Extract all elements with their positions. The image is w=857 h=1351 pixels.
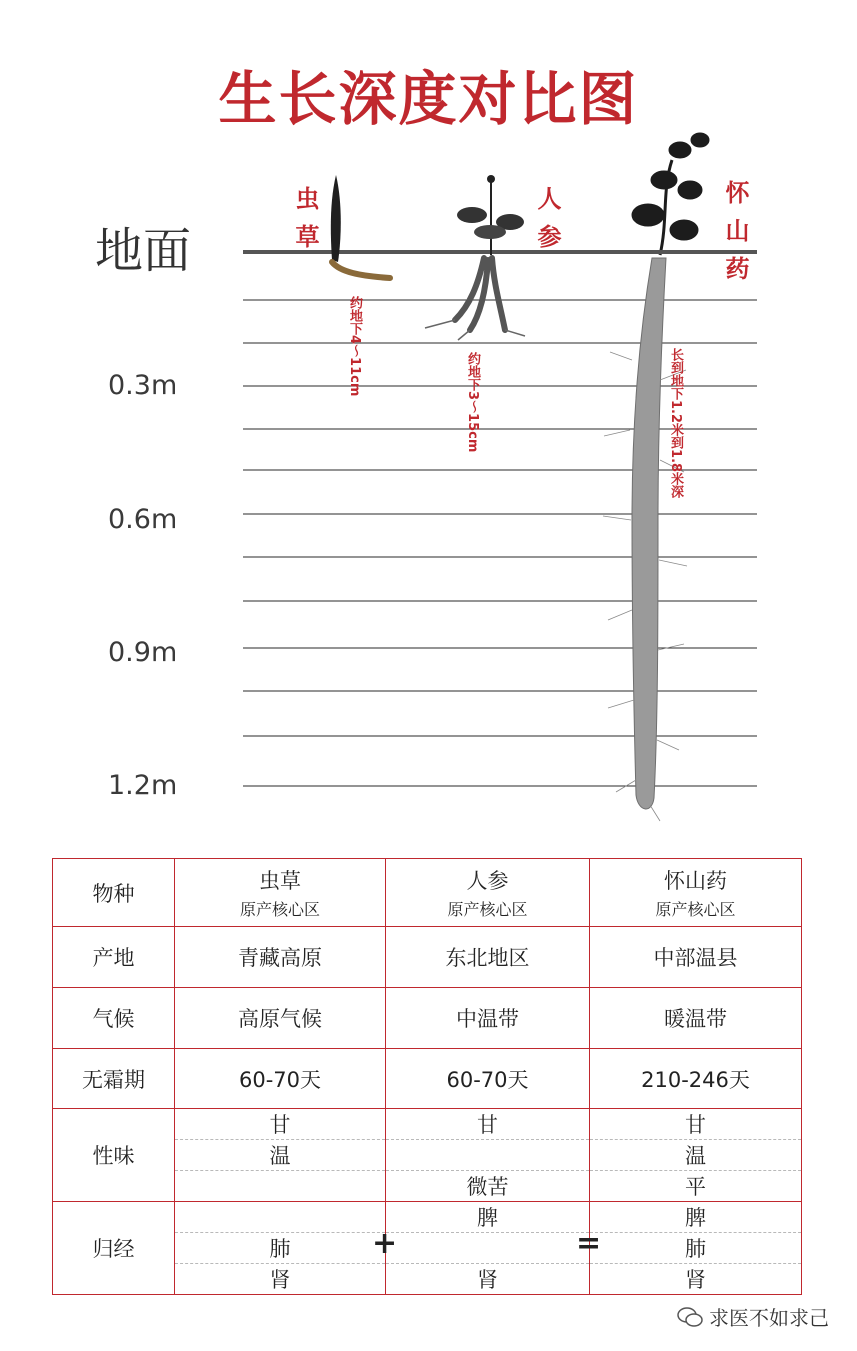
taste-value: 甘 [175, 1109, 385, 1140]
table-row-taste [53, 1109, 802, 1202]
row-label: 归经 [53, 1202, 175, 1295]
meridian-value: 肺 [590, 1233, 801, 1264]
cordyceps-name: 虫草 [291, 186, 319, 262]
ground-label: 地面 [95, 223, 192, 279]
meridian-ginseng [386, 1202, 590, 1295]
row-label: 性味 [53, 1109, 175, 1202]
table-cell: 60-70天 [386, 1049, 590, 1109]
header-name: 虫草 [259, 869, 301, 893]
table-row-origin [53, 927, 802, 988]
cordyceps-depth-note: 约地下4～11cm [347, 296, 362, 397]
table-cell: 暖温带 [590, 988, 802, 1049]
taste-value: 温 [175, 1140, 385, 1171]
yam-depth-note: 长到地下1.2米到1.8米深 [668, 348, 683, 499]
meridian-value: 脾 [590, 1202, 801, 1233]
yam-root-illustration [603, 258, 687, 821]
header-sub: 原产核心区 [447, 900, 528, 919]
equals-sign: = [576, 1226, 602, 1261]
ginseng-illustration [425, 175, 525, 340]
depth-label-0-3m: 0.3m [108, 370, 178, 401]
taste-value: 微苦 [466, 1175, 509, 1199]
table-cell: 60-70天 [175, 1049, 386, 1109]
meridian-value: 肾 [477, 1268, 498, 1292]
taste-value: 甘 [590, 1109, 801, 1140]
table-cell: 青藏高原 [175, 927, 386, 988]
yam-name: 怀山药 [721, 180, 749, 294]
meridian-yam [590, 1202, 802, 1295]
taste-value: 平 [685, 1175, 706, 1199]
taste-value: 甘 [386, 1109, 589, 1140]
table-cell: 210-246天 [590, 1049, 802, 1109]
taste-value [386, 1140, 589, 1171]
table-row-frost-free [53, 1049, 802, 1109]
ginseng-name: 人参 [533, 186, 561, 262]
meridian-value: 脾 [386, 1202, 589, 1233]
taste-value [175, 1171, 385, 1201]
table-row-species [53, 859, 802, 927]
depth-label-1-2m: 1.2m [108, 770, 178, 801]
page-title: 生长深度对比图 [218, 65, 639, 133]
taste-yam [590, 1109, 802, 1202]
row-label: 无霜期 [53, 1049, 175, 1109]
watermark [677, 1302, 829, 1331]
table-row-meridian [53, 1202, 802, 1295]
header-sub: 原产核心区 [655, 900, 736, 919]
header-cordyceps [175, 859, 386, 927]
meridian-value [175, 1202, 385, 1233]
table-cell: 东北地区 [386, 927, 590, 988]
header-yam [590, 859, 802, 927]
taste-cordyceps [175, 1109, 386, 1202]
wechat-icon [677, 1307, 703, 1327]
yam-vine-illustration [632, 133, 709, 255]
comparison-table [52, 858, 802, 1295]
depth-label-0-6m: 0.6m [108, 504, 178, 535]
meridian-value: 肺 [175, 1233, 385, 1264]
meridian-value: 肾 [685, 1268, 706, 1292]
table-cell: 高原气候 [175, 988, 386, 1049]
table-cell: 中温带 [386, 988, 590, 1049]
taste-ginseng [386, 1109, 590, 1202]
row-label: 产地 [53, 927, 175, 988]
header-name: 人参 [466, 869, 509, 893]
header-ginseng [386, 859, 590, 927]
row-label: 气候 [53, 988, 175, 1049]
meridian-value [386, 1233, 589, 1264]
meridian-cordyceps [175, 1202, 386, 1295]
table-cell: 中部温县 [590, 927, 802, 988]
account-name: 求医不如求己 [709, 1306, 829, 1330]
taste-value: 温 [590, 1140, 801, 1171]
header-name: 怀山药 [664, 869, 727, 893]
plus-sign: + [372, 1226, 398, 1261]
ginseng-depth-note: 约地下3～15cm [465, 352, 480, 453]
table-row-climate [53, 988, 802, 1049]
row-label-species: 物种 [53, 859, 175, 927]
cordyceps-illustration [331, 175, 390, 278]
depth-label-0-9m: 0.9m [108, 637, 178, 668]
meridian-value: 肾 [269, 1268, 291, 1292]
header-sub: 原产核心区 [239, 900, 320, 919]
